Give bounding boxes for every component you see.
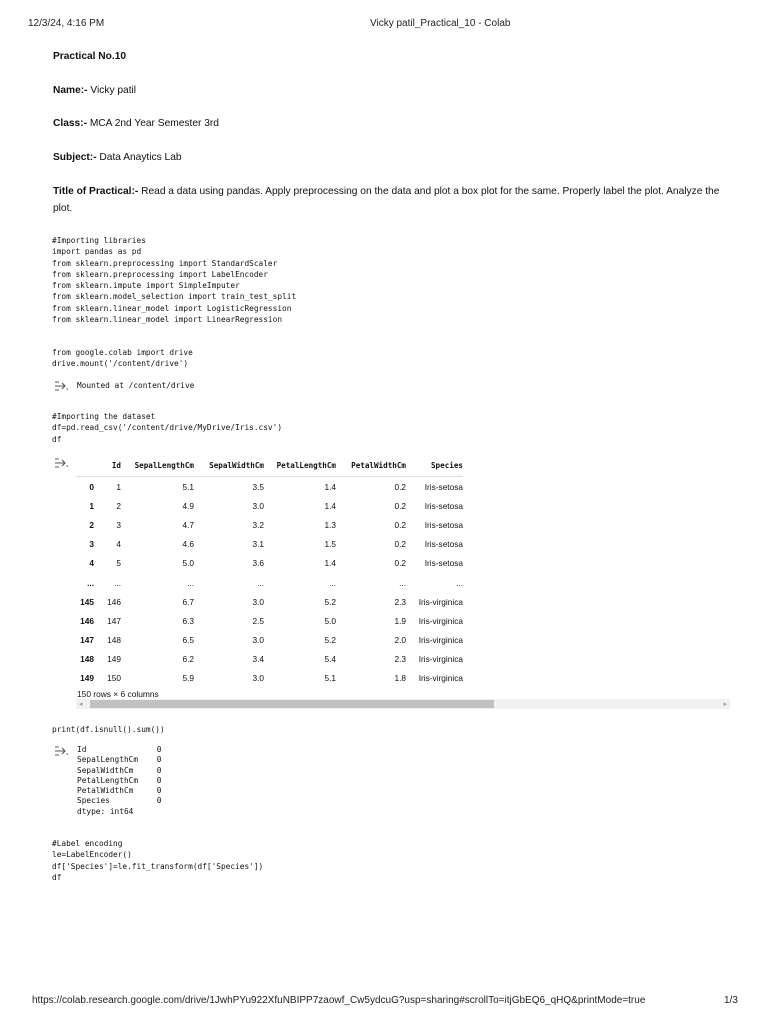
table-cell: 147: [107, 615, 121, 626]
table-row: [76, 669, 463, 688]
table-row: [76, 515, 463, 534]
table-cell: 2: [116, 500, 121, 511]
table-row: [76, 554, 463, 573]
table-cell: 5.2: [324, 635, 336, 646]
table-cell: 4: [116, 539, 121, 550]
column-header-sepal-length: SepalLengthCm: [121, 455, 194, 477]
table-cell: 3: [116, 519, 121, 530]
table-cell: 0.2: [394, 558, 406, 569]
table-cell: ...: [187, 577, 194, 588]
output-toggle-icon[interactable]: [54, 458, 68, 468]
table-cell: Iris-setosa: [424, 481, 463, 492]
title-label: Title of Practical:-: [53, 186, 139, 197]
table-cell: 2.5: [252, 615, 264, 626]
table-row: [76, 535, 463, 554]
table-cell: Iris-setosa: [424, 500, 463, 511]
table-cell: 3.6: [252, 558, 264, 569]
table-row-index: 1: [89, 500, 94, 511]
table-cell: 1.4: [324, 558, 336, 569]
table-row: [76, 573, 463, 592]
dataframe-horizontal-scrollbar[interactable]: [76, 699, 730, 709]
scrollbar-thumb[interactable]: [90, 700, 494, 708]
table-cell: Iris-virginica: [418, 673, 463, 684]
table-cell: 4.6: [182, 539, 194, 550]
name-label: Name:-: [53, 85, 88, 96]
table-cell: 6.3: [182, 615, 194, 626]
table-cell: 1.4: [324, 481, 336, 492]
name-line: [53, 85, 136, 96]
table-cell: Iris-setosa: [424, 558, 463, 569]
table-cell: ...: [456, 577, 463, 588]
table-cell: 5.0: [324, 615, 336, 626]
subject-value: Data Anaytics Lab: [96, 152, 182, 163]
drive-mount-output: Mounted at /content/drive: [77, 381, 195, 390]
title-of-practical: [53, 183, 723, 217]
table-row-index: 147: [80, 635, 94, 646]
isnull-output: Id 0 SepalLengthCm 0 SepalWidthCm 0 PetalLengthCm 0 PetalWidthCm 0 Species 0 dtype: int64: [77, 745, 162, 816]
table-cell: 3.0: [252, 500, 264, 511]
code-cell-label-encoding[interactable]: #Label encoding le=LabelEncoder() df['Species']=le.fit_transform(df['Species']) df: [52, 839, 264, 882]
table-cell: 3.0: [252, 635, 264, 646]
table-row-index: 145: [80, 596, 94, 607]
table-cell: ...: [257, 577, 264, 588]
title-value: Read a data using pandas. Apply preprocessing on the data and plot a box plot for the same. Properly label the plot. Analyze the plot.: [53, 186, 720, 214]
table-cell: Iris-virginica: [418, 654, 463, 665]
table-cell: 1.5: [324, 539, 336, 550]
dataframe-index-header: [76, 455, 94, 477]
table-cell: 2.0: [394, 635, 406, 646]
table-cell: 0.2: [394, 519, 406, 530]
table-cell: ...: [329, 577, 336, 588]
column-header-petal-length: PetalLengthCm: [264, 455, 336, 477]
table-cell: Iris-virginica: [418, 596, 463, 607]
name-value: Vicky patil: [87, 85, 137, 96]
table-cell: 5.1: [182, 481, 194, 492]
table-row-index: 0: [89, 481, 94, 492]
table-cell: 4.9: [182, 500, 194, 511]
table-row-index: 149: [80, 673, 94, 684]
scroll-right-arrow-icon[interactable]: ▸: [723, 701, 727, 708]
table-cell: 5.1: [324, 673, 336, 684]
table-row-index: 146: [80, 615, 94, 626]
table-row-index: ...: [87, 577, 94, 588]
code-cell-drive-mount[interactable]: from google.colab import drive drive.mount('/content/drive'): [52, 348, 193, 369]
class-value: MCA 2nd Year Semester 3rd: [86, 118, 219, 129]
table-row: [76, 496, 463, 515]
column-header-petal-width: PetalWidthCm: [336, 455, 406, 477]
table-cell: 2.3: [394, 654, 406, 665]
table-cell: 3.0: [252, 673, 264, 684]
table-cell: 6.5: [182, 635, 194, 646]
table-cell: 1: [116, 481, 121, 492]
scroll-left-arrow-icon[interactable]: ◂: [79, 701, 83, 708]
table-cell: 5.9: [182, 673, 194, 684]
class-line: [53, 118, 219, 129]
print-footer-page-number: 1/3: [724, 995, 738, 1006]
table-cell: ...: [399, 577, 406, 588]
table-cell: 148: [107, 635, 121, 646]
table-cell: 3.1: [252, 539, 264, 550]
dataframe-table: [76, 455, 463, 688]
table-row-index: 2: [89, 519, 94, 530]
table-cell: 1.3: [324, 519, 336, 530]
table-cell: 6.2: [182, 654, 194, 665]
table-cell: 1.9: [394, 615, 406, 626]
table-row-index: 3: [89, 539, 94, 550]
table-row: [76, 650, 463, 669]
table-row: [76, 631, 463, 650]
table-cell: ...: [114, 577, 121, 588]
table-cell: 5.2: [324, 596, 336, 607]
table-cell: Iris-virginica: [418, 615, 463, 626]
table-cell: 5.4: [324, 654, 336, 665]
table-row-index: 148: [80, 654, 94, 665]
table-cell: 0.2: [394, 539, 406, 550]
practical-number-heading: Practical No.10: [53, 51, 127, 62]
table-cell: 3.5: [252, 481, 264, 492]
table-cell: 6.7: [182, 596, 194, 607]
table-cell: 3.4: [252, 654, 264, 665]
table-cell: Iris-virginica: [418, 635, 463, 646]
column-header-sepal-width: SepalWidthCm: [194, 455, 264, 477]
table-row: [76, 477, 463, 497]
table-cell: 3.0: [252, 596, 264, 607]
output-toggle-icon[interactable]: [54, 381, 68, 391]
column-header-species: Species: [406, 455, 463, 477]
table-cell: 2.3: [394, 596, 406, 607]
table-cell: 5: [116, 558, 121, 569]
table-cell: 5.0: [182, 558, 194, 569]
table-cell: Iris-setosa: [424, 519, 463, 530]
table-row-index: 4: [89, 558, 94, 569]
table-cell: 4.7: [182, 519, 194, 530]
dataframe-header-row: [76, 455, 463, 477]
print-footer-url[interactable]: https://colab.research.google.com/drive/1JwhPYu922XfuNBIPP7zaowf_Cw5ydcuG?usp=sharing#scrollTo=itjGbEQ6_qHQ&printMode=true: [32, 995, 646, 1006]
table-row: [76, 592, 463, 611]
code-cell-isnull[interactable]: print(df.isnull().sum()): [52, 725, 165, 734]
subject-line: [53, 152, 182, 163]
table-cell: 146: [107, 596, 121, 607]
print-page-title: Vicky patil_Practical_10 - Colab: [370, 18, 511, 29]
dataframe-shape-text: 150 rows × 6 columns: [77, 689, 159, 699]
table-cell: 0.2: [394, 481, 406, 492]
table-cell: 149: [107, 654, 121, 665]
table-cell: Iris-setosa: [424, 539, 463, 550]
column-header-id: Id: [94, 455, 121, 477]
table-cell: 0.2: [394, 500, 406, 511]
code-cell-import-dataset[interactable]: #Importing the dataset df=pd.read_csv('/content/drive/MyDrive/Iris.csv') df: [52, 412, 283, 444]
table-row: [76, 611, 463, 630]
print-datetime: 12/3/24, 4:16 PM: [28, 18, 105, 29]
table-cell: 1.8: [394, 673, 406, 684]
table-cell: 1.4: [324, 500, 336, 511]
class-label: Class:-: [53, 118, 87, 129]
output-toggle-icon[interactable]: [54, 746, 68, 756]
table-cell: 150: [107, 673, 121, 684]
subject-label: Subject:-: [53, 152, 97, 163]
code-cell-imports[interactable]: #Importing libraries import pandas as pd from sklearn.preprocessing import StandardScaler from sklearn.preprocessing import LabelEncoder from sklearn.impute import SimpleImputer from sklearn.model_selection import train_test_split from sklearn.linear_model import LogisticRegression from sklearn.linear_model import LinearRegression: [52, 236, 297, 325]
table-cell: 3.2: [252, 519, 264, 530]
